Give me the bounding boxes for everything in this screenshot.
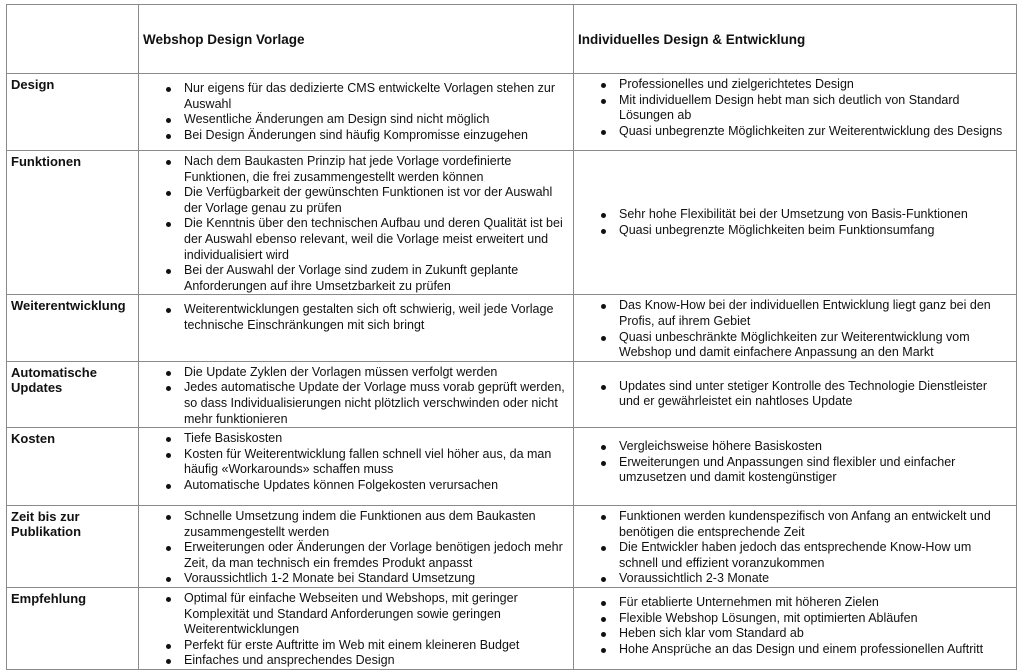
list-item: Quasi unbegrenzte Möglichkeiten beim Funktionsumfang [574, 223, 1010, 239]
list-item: Perfekt für erste Auftritte im Web mit einem kleineren Budget [139, 638, 567, 654]
cell-vorlage [139, 74, 574, 151]
list-item: Nach dem Baukasten Prinzip hat jede Vorlage vordefinierte Funktionen, die frei zusammengestellt werden können [139, 154, 567, 185]
list-item: Jedes automatische Update der Vorlage muss vorab geprüft werden, so dass Individualisierungen nicht plötzlich verschwinden oder nicht mehr funktionieren [139, 380, 567, 427]
list-item: Die Entwickler haben jedoch das entsprechende Know-How um schnell und effizient voranzukommen [574, 540, 1010, 571]
list-item: Für etablierte Unternehmen mit höheren Zielen [574, 595, 1010, 611]
list-item: Heben sich klar vom Standard ab [574, 626, 1010, 642]
list-item: Optimal für einfache Webseiten und Webshops, mit geringer Komplexität und Standard Anforderungen sowie geringen Weiterentwicklungen [139, 591, 567, 638]
row-label: Zeit bis zur Publikation [7, 506, 139, 588]
cell-individuell [574, 361, 1017, 427]
row-label: Weiterentwicklung [7, 295, 139, 361]
row-label: Empfehlung [7, 588, 139, 670]
list-item: Sehr hohe Flexibilität bei der Umsetzung von Basis-Funktionen [574, 207, 1010, 223]
list-item: Wesentliche Änderungen am Design sind nicht möglich [139, 112, 567, 128]
header-webshop-design-vorlage: Webshop Design Vorlage [139, 5, 574, 74]
list-item: Das Know-How bei der individuellen Entwicklung liegt ganz bei den Profis, auf ihrem Gebiet [574, 298, 1010, 329]
list-item: Funktionen werden kundenspezifisch von Anfang an entwickelt und benötigen die entsprechende Zeit [574, 509, 1010, 540]
row-design [7, 74, 1017, 151]
row-funktionen [7, 151, 1017, 295]
list-item: Bei Design Änderungen sind häufig Kompromisse einzugehen [139, 128, 567, 144]
row-label: Funktionen [7, 151, 139, 295]
list-item: Quasi unbeschränkte Möglichkeiten zur Weiterentwicklung vom Webshop und damit einfachere Anpassung an den Markt [574, 330, 1010, 361]
row-label: Kosten [7, 428, 139, 506]
list-item: Bei der Auswahl der Vorlage sind zudem in Zukunft geplante Anforderungen auf ihre Umsetzbarkeit zu prüfen [139, 263, 567, 294]
row-automatische-updates [7, 361, 1017, 427]
row-label: Design [7, 74, 139, 151]
cell-individuell [574, 151, 1017, 295]
cell-individuell [574, 428, 1017, 506]
header-individuelles-design: Individuelles Design & Entwicklung [574, 5, 1017, 74]
row-label: Automatische Updates [7, 361, 139, 427]
list-item: Nur eigens für das dedizierte CMS entwickelte Vorlagen stehen zur Auswahl [139, 81, 567, 112]
header-row [7, 5, 1017, 74]
row-weiterentwicklung [7, 295, 1017, 361]
list-item: Weiterentwicklungen gestalten sich oft schwierig, weil jede Vorlage technische Einschränkungen mit sich bringt [139, 302, 567, 333]
list-item: Schnelle Umsetzung indem die Funktionen aus dem Baukasten zusammengestellt werden [139, 509, 567, 540]
row-zeit-bis-zur-publikation [7, 506, 1017, 588]
cell-individuell [574, 74, 1017, 151]
cell-vorlage [139, 361, 574, 427]
list-item: Flexible Webshop Lösungen, mit optimierten Abläufen [574, 611, 1010, 627]
list-item: Voraussichtlich 2-3 Monate [574, 571, 1010, 587]
cell-vorlage [139, 428, 574, 506]
list-item: Mit individuellem Design hebt man sich deutlich von Standard Lösungen ab [574, 93, 1010, 124]
cell-vorlage [139, 506, 574, 588]
list-item: Einfaches und ansprechendes Design [139, 653, 567, 669]
list-item: Automatische Updates können Folgekosten verursachen [139, 478, 567, 494]
list-item: Kosten für Weiterentwicklung fallen schnell viel höher aus, da man häufig «Workarounds» schaffen muss [139, 447, 567, 478]
list-item: Voraussichtlich 1-2 Monate bei Standard Umsetzung [139, 571, 567, 587]
row-empfehlung [7, 588, 1017, 670]
list-item: Erweiterungen oder Änderungen der Vorlage benötigen jedoch mehr Zeit, da man technisch ein fremdes Produkt anpasst [139, 540, 567, 571]
list-item: Erweiterungen und Anpassungen sind flexibler und einfacher umzusetzen und damit kostengünstiger [574, 455, 1010, 486]
cell-vorlage [139, 151, 574, 295]
list-item: Die Kenntnis über den technischen Aufbau und deren Qualität ist bei der Auswahl ebenso relevant, weil die Vorlage meist erweitert und individualisiert wird [139, 216, 567, 263]
list-item: Die Verfügbarkeit der gewünschten Funktionen ist vor der Auswahl der Vorlage genau zu prüfen [139, 185, 567, 216]
cell-vorlage [139, 295, 574, 361]
list-item: Professionelles und zielgerichtetes Design [574, 77, 1010, 93]
list-item: Updates sind unter stetiger Kontrolle des Technologie Dienstleister und er gewährleistet ein nahtloses Update [574, 379, 1010, 410]
comparison-table [6, 4, 1017, 670]
cell-individuell [574, 295, 1017, 361]
cell-individuell [574, 588, 1017, 670]
list-item: Vergleichsweise höhere Basiskosten [574, 439, 1010, 455]
list-item: Quasi unbegrenzte Möglichkeiten zur Weiterentwicklung des Designs [574, 124, 1010, 140]
list-item: Hohe Ansprüche an das Design und einem professionellen Auftritt [574, 642, 1010, 658]
cell-vorlage [139, 588, 574, 670]
list-item: Die Update Zyklen der Vorlagen müssen verfolgt werden [139, 365, 567, 381]
cell-individuell [574, 506, 1017, 588]
list-item: Tiefe Basiskosten [139, 431, 567, 447]
corner-cell [7, 5, 139, 74]
row-kosten [7, 428, 1017, 506]
